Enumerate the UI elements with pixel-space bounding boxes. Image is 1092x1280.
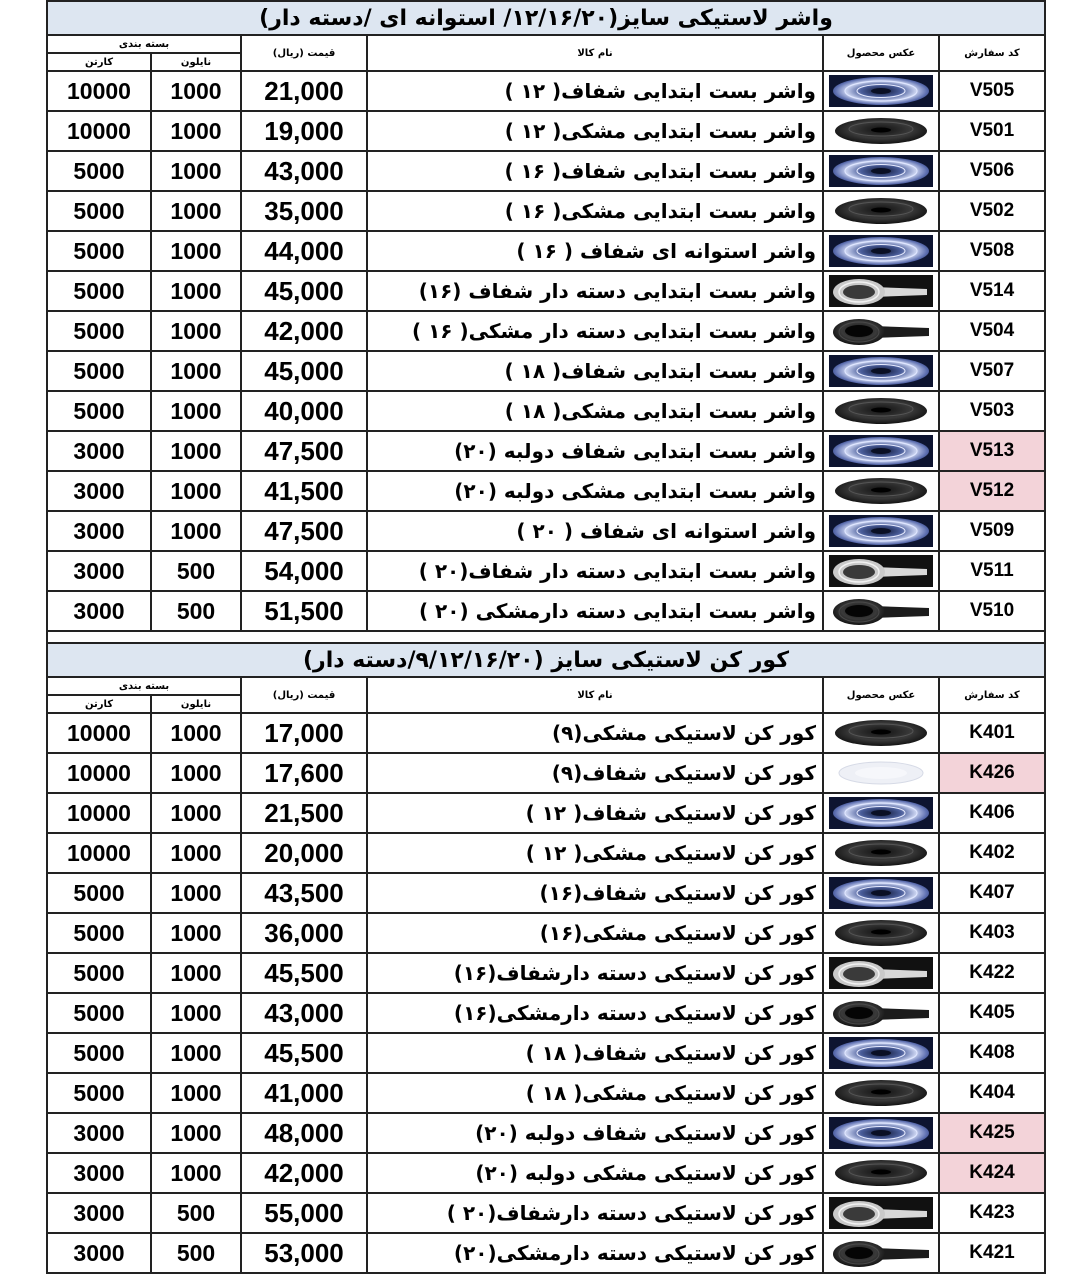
clear-handle-washer-photo <box>824 957 938 989</box>
header-packaging: بسته بندی <box>47 35 241 53</box>
table-row <box>47 1073 1045 1113</box>
product-name: واشر بست ابتدایی شفاف( ۱۶ ) <box>367 151 823 191</box>
clear-handle-washer-photo <box>824 1197 938 1229</box>
order-code: K408 <box>939 1033 1045 1073</box>
product-name: کور کن لاستیکی مشکی(۱۶) <box>367 913 823 953</box>
black-washer-photo <box>824 195 938 227</box>
carton-qty: 5000 <box>47 311 151 351</box>
order-code: K423 <box>939 1193 1045 1233</box>
nylon-qty: 1000 <box>151 913 241 953</box>
product-name: واشر بست ابتدایی مشکی دولبه (۲۰) <box>367 471 823 511</box>
nylon-qty: 1000 <box>151 953 241 993</box>
clear-washer-photo <box>824 355 938 387</box>
nylon-qty: 1000 <box>151 1113 241 1153</box>
product-name: کور کن لاستیکی دسته دارمشکی(۱۶) <box>367 993 823 1033</box>
product-photo-cell <box>823 1193 939 1233</box>
table-row <box>47 191 1045 231</box>
product-name: کور کن لاستیکی مشکی(۹) <box>367 713 823 753</box>
black-washer-photo <box>824 395 938 427</box>
product-photo-cell <box>823 913 939 953</box>
product-photo-cell <box>823 391 939 431</box>
carton-qty: 3000 <box>47 471 151 511</box>
nylon-qty: 1000 <box>151 1033 241 1073</box>
section-title-row <box>47 1 1045 35</box>
table-row <box>47 713 1045 753</box>
table-row <box>47 833 1045 873</box>
product-photo-cell <box>823 993 939 1033</box>
price-cell: 55,000 <box>241 1193 367 1233</box>
price-cell: 44,000 <box>241 231 367 271</box>
header-price: قیمت (ریال) <box>241 35 367 71</box>
product-name: کور کن لاستیکی شفاف( ۱۸ ) <box>367 1033 823 1073</box>
header-code: کد سفارش <box>939 35 1045 71</box>
price-cell: 54,000 <box>241 551 367 591</box>
table-row <box>47 1193 1045 1233</box>
table-row <box>47 591 1045 631</box>
order-code: K406 <box>939 793 1045 833</box>
black-plug-photo <box>824 1157 938 1189</box>
carton-qty: 5000 <box>47 993 151 1033</box>
black-plug-photo <box>824 717 938 749</box>
order-code: K421 <box>939 1233 1045 1273</box>
table-row <box>47 913 1045 953</box>
product-name: واشر بست ابتدایی مشکی( ۱۶ ) <box>367 191 823 231</box>
product-photo-cell <box>823 231 939 271</box>
clear-washer-photo <box>824 877 938 909</box>
order-code: K401 <box>939 713 1045 753</box>
product-photo-cell <box>823 953 939 993</box>
nylon-qty: 500 <box>151 1193 241 1233</box>
nylon-qty: 1000 <box>151 231 241 271</box>
product-name: کور کن لاستیکی دسته دارشفاف(۱۶) <box>367 953 823 993</box>
clear-washer-photo <box>824 155 938 187</box>
carton-qty: 10000 <box>47 71 151 111</box>
black-plug-photo <box>824 1077 938 1109</box>
order-code: V510 <box>939 591 1045 631</box>
order-code: K402 <box>939 833 1045 873</box>
order-code: K405 <box>939 993 1045 1033</box>
header-nylon: نایلون <box>151 53 241 71</box>
price-list-table <box>46 0 1046 1274</box>
carton-qty: 10000 <box>47 793 151 833</box>
column-header-row <box>47 677 1045 695</box>
nylon-qty: 1000 <box>151 511 241 551</box>
table-row <box>47 351 1045 391</box>
order-code: K426 <box>939 753 1045 793</box>
product-photo-cell <box>823 833 939 873</box>
nylon-qty: 1000 <box>151 271 241 311</box>
table-row <box>47 1233 1045 1273</box>
table-row <box>47 271 1045 311</box>
order-code: V509 <box>939 511 1045 551</box>
product-photo-cell <box>823 191 939 231</box>
product-name: واشر بست ابتدایی دسته دارمشکی (۲۰ ) <box>367 591 823 631</box>
faint-clear-plug-photo <box>824 757 938 789</box>
carton-qty: 5000 <box>47 351 151 391</box>
product-name: کور کن لاستیکی شفاف(۱۶) <box>367 873 823 913</box>
header-code: کد سفارش <box>939 677 1045 713</box>
product-photo-cell <box>823 713 939 753</box>
header-carton: کارتن <box>47 695 151 713</box>
price-cell: 17,000 <box>241 713 367 753</box>
carton-qty: 10000 <box>47 833 151 873</box>
product-name: واشر بست ابتدایی دسته دار شفاف(۲۰ ) <box>367 551 823 591</box>
price-cell: 45,500 <box>241 953 367 993</box>
nylon-qty: 1000 <box>151 713 241 753</box>
order-code: V512 <box>939 471 1045 511</box>
carton-qty: 3000 <box>47 591 151 631</box>
product-name: واشر بست ابتدایی دسته دار شفاف (۱۶) <box>367 271 823 311</box>
product-photo-cell <box>823 151 939 191</box>
price-cell: 45,000 <box>241 351 367 391</box>
nylon-qty: 1000 <box>151 471 241 511</box>
clear-washer-photo <box>824 1037 938 1069</box>
header-nylon: نایلون <box>151 695 241 713</box>
nylon-qty: 1000 <box>151 753 241 793</box>
table-row <box>47 151 1045 191</box>
table-row <box>47 231 1045 271</box>
header-photo: عکس محصول <box>823 677 939 713</box>
product-photo-cell <box>823 1073 939 1113</box>
product-photo-cell <box>823 311 939 351</box>
table-row <box>47 471 1045 511</box>
product-photo-cell <box>823 471 939 511</box>
product-photo-cell <box>823 591 939 631</box>
product-photo-cell <box>823 271 939 311</box>
carton-qty: 5000 <box>47 391 151 431</box>
section-title-row <box>47 643 1045 677</box>
product-name: کور کن لاستیکی مشکی( ۱۲ ) <box>367 833 823 873</box>
nylon-qty: 500 <box>151 591 241 631</box>
price-cell: 45,000 <box>241 271 367 311</box>
product-photo-cell <box>823 753 939 793</box>
product-photo-cell <box>823 873 939 913</box>
price-cell: 21,000 <box>241 71 367 111</box>
nylon-qty: 1000 <box>151 391 241 431</box>
product-name: کور کن لاستیکی مشکی دولبه (۲۰) <box>367 1153 823 1193</box>
price-cell: 41,000 <box>241 1073 367 1113</box>
clear-washer-photo <box>824 515 938 547</box>
product-photo-cell <box>823 71 939 111</box>
order-code: V502 <box>939 191 1045 231</box>
order-code: V503 <box>939 391 1045 431</box>
price-cell: 45,500 <box>241 1033 367 1073</box>
order-code: K407 <box>939 873 1045 913</box>
price-cell: 36,000 <box>241 913 367 953</box>
table-row <box>47 953 1045 993</box>
product-photo-cell <box>823 1033 939 1073</box>
price-cell: 48,000 <box>241 1113 367 1153</box>
carton-qty: 5000 <box>47 953 151 993</box>
order-code: V506 <box>939 151 1045 191</box>
product-name: واشر بست ابتدایی شفاف( ۱۸ ) <box>367 351 823 391</box>
table-row <box>47 993 1045 1033</box>
price-cell: 19,000 <box>241 111 367 151</box>
product-photo-cell <box>823 1113 939 1153</box>
order-code: V514 <box>939 271 1045 311</box>
table-row <box>47 1033 1045 1073</box>
nylon-qty: 500 <box>151 551 241 591</box>
header-photo: عکس محصول <box>823 35 939 71</box>
carton-qty: 5000 <box>47 271 151 311</box>
black-handle-washer-photo <box>824 595 938 627</box>
price-cell: 35,000 <box>241 191 367 231</box>
table-row <box>47 391 1045 431</box>
price-cell: 53,000 <box>241 1233 367 1273</box>
nylon-qty: 1000 <box>151 431 241 471</box>
product-name: واشر استوانه ای شفاف ( ۲۰ ) <box>367 511 823 551</box>
clear-washer-photo <box>824 797 938 829</box>
nylon-qty: 1000 <box>151 1153 241 1193</box>
nylon-qty: 1000 <box>151 111 241 151</box>
table-row <box>47 551 1045 591</box>
table-row <box>47 753 1045 793</box>
price-cell: 42,000 <box>241 1153 367 1193</box>
nylon-qty: 1000 <box>151 151 241 191</box>
carton-qty: 3000 <box>47 1113 151 1153</box>
price-cell: 47,500 <box>241 431 367 471</box>
product-name: واشر بست ابتدایی دسته دار مشکی( ۱۶ ) <box>367 311 823 351</box>
product-photo-cell <box>823 351 939 391</box>
table-row <box>47 71 1045 111</box>
carton-qty: 10000 <box>47 713 151 753</box>
carton-qty: 5000 <box>47 1073 151 1113</box>
nylon-qty: 1000 <box>151 1073 241 1113</box>
price-cell: 43,000 <box>241 151 367 191</box>
order-code: V511 <box>939 551 1045 591</box>
clear-handle-washer-photo <box>824 275 938 307</box>
table-row <box>47 111 1045 151</box>
black-plug-photo <box>824 837 938 869</box>
price-cell: 43,000 <box>241 993 367 1033</box>
product-name: واشر بست ابتدایی شفاف( ۱۲ ) <box>367 71 823 111</box>
section-spacer <box>47 631 1045 643</box>
order-code: V508 <box>939 231 1045 271</box>
price-cell: 42,000 <box>241 311 367 351</box>
order-code: K422 <box>939 953 1045 993</box>
spacer-cell <box>47 631 1045 643</box>
product-name: واشر استوانه ای شفاف ( ۱۶ ) <box>367 231 823 271</box>
order-code: K424 <box>939 1153 1045 1193</box>
product-name: واشر بست ابتدایی مشکی( ۱۲ ) <box>367 111 823 151</box>
price-cell: 21,500 <box>241 793 367 833</box>
section-title: واشر لاستیکی سایز(۱۲/۱۶/۲۰/ استوانه ای /دسته دار) <box>47 1 1045 35</box>
product-photo-cell <box>823 1153 939 1193</box>
carton-qty: 3000 <box>47 1233 151 1273</box>
carton-qty: 10000 <box>47 753 151 793</box>
price-cell: 17,600 <box>241 753 367 793</box>
table-row <box>47 511 1045 551</box>
product-name: کور کن لاستیکی دسته دارشفاف(۲۰ ) <box>367 1193 823 1233</box>
table-row <box>47 873 1045 913</box>
black-plug-photo <box>824 917 938 949</box>
clear-washer-photo <box>824 235 938 267</box>
carton-qty: 5000 <box>47 231 151 271</box>
carton-qty: 10000 <box>47 111 151 151</box>
price-cell: 40,000 <box>241 391 367 431</box>
order-code: V507 <box>939 351 1045 391</box>
nylon-qty: 1000 <box>151 873 241 913</box>
product-name: واشر بست ابتدایی شفاف دولبه (۲۰) <box>367 431 823 471</box>
order-code: V513 <box>939 431 1045 471</box>
price-cell: 43,500 <box>241 873 367 913</box>
nylon-qty: 1000 <box>151 71 241 111</box>
nylon-qty: 1000 <box>151 833 241 873</box>
product-name: کور کن لاستیکی شفاف(۹) <box>367 753 823 793</box>
product-name: کور کن لاستیکی دسته دارمشکی(۲۰) <box>367 1233 823 1273</box>
carton-qty: 3000 <box>47 431 151 471</box>
clear-washer-photo <box>824 435 938 467</box>
product-name: کور کن لاستیکی شفاف دولبه (۲۰) <box>367 1113 823 1153</box>
product-photo-cell <box>823 1233 939 1273</box>
nylon-qty: 1000 <box>151 311 241 351</box>
table-row <box>47 1153 1045 1193</box>
carton-qty: 5000 <box>47 191 151 231</box>
product-name: کور کن لاستیکی مشکی( ۱۸ ) <box>367 1073 823 1113</box>
order-code: V504 <box>939 311 1045 351</box>
order-code: V505 <box>939 71 1045 111</box>
column-header-row <box>47 35 1045 53</box>
order-code: K404 <box>939 1073 1045 1113</box>
clear-handle-washer-photo <box>824 555 938 587</box>
product-photo-cell <box>823 551 939 591</box>
carton-qty: 5000 <box>47 1033 151 1073</box>
clear-washer-photo <box>824 75 938 107</box>
header-packaging: بسته بندی <box>47 677 241 695</box>
table-row <box>47 431 1045 471</box>
table-row <box>47 1113 1045 1153</box>
section-title: کور کن لاستیکی سایز (۹/۱۲/۱۶/۲۰/دسته دار) <box>47 643 1045 677</box>
clear-washer-photo <box>824 1117 938 1149</box>
carton-qty: 5000 <box>47 151 151 191</box>
product-photo-cell <box>823 793 939 833</box>
black-washer-photo <box>824 475 938 507</box>
carton-qty: 3000 <box>47 511 151 551</box>
carton-qty: 3000 <box>47 1193 151 1233</box>
product-photo-cell <box>823 431 939 471</box>
header-name: نام کالا <box>367 677 823 713</box>
black-handle-washer-photo <box>824 315 938 347</box>
carton-qty: 5000 <box>47 913 151 953</box>
order-code: K403 <box>939 913 1045 953</box>
black-washer-photo <box>824 115 938 147</box>
nylon-qty: 1000 <box>151 351 241 391</box>
nylon-qty: 500 <box>151 1233 241 1273</box>
product-name: واشر بست ابتدایی مشکی( ۱۸ ) <box>367 391 823 431</box>
product-photo-cell <box>823 511 939 551</box>
carton-qty: 3000 <box>47 551 151 591</box>
black-handle-washer-photo <box>824 997 938 1029</box>
table-row <box>47 311 1045 351</box>
header-name: نام کالا <box>367 35 823 71</box>
header-price: قیمت (ریال) <box>241 677 367 713</box>
nylon-qty: 1000 <box>151 191 241 231</box>
price-cell: 41,500 <box>241 471 367 511</box>
product-name: کور کن لاستیکی شفاف( ۱۲ ) <box>367 793 823 833</box>
header-carton: کارتن <box>47 53 151 71</box>
black-handle-washer-photo <box>824 1237 938 1269</box>
price-cell: 20,000 <box>241 833 367 873</box>
price-cell: 51,500 <box>241 591 367 631</box>
carton-qty: 3000 <box>47 1153 151 1193</box>
order-code: V501 <box>939 111 1045 151</box>
order-code: K425 <box>939 1113 1045 1153</box>
nylon-qty: 1000 <box>151 793 241 833</box>
nylon-qty: 1000 <box>151 993 241 1033</box>
table-row <box>47 793 1045 833</box>
price-cell: 47,500 <box>241 511 367 551</box>
product-photo-cell <box>823 111 939 151</box>
carton-qty: 5000 <box>47 873 151 913</box>
